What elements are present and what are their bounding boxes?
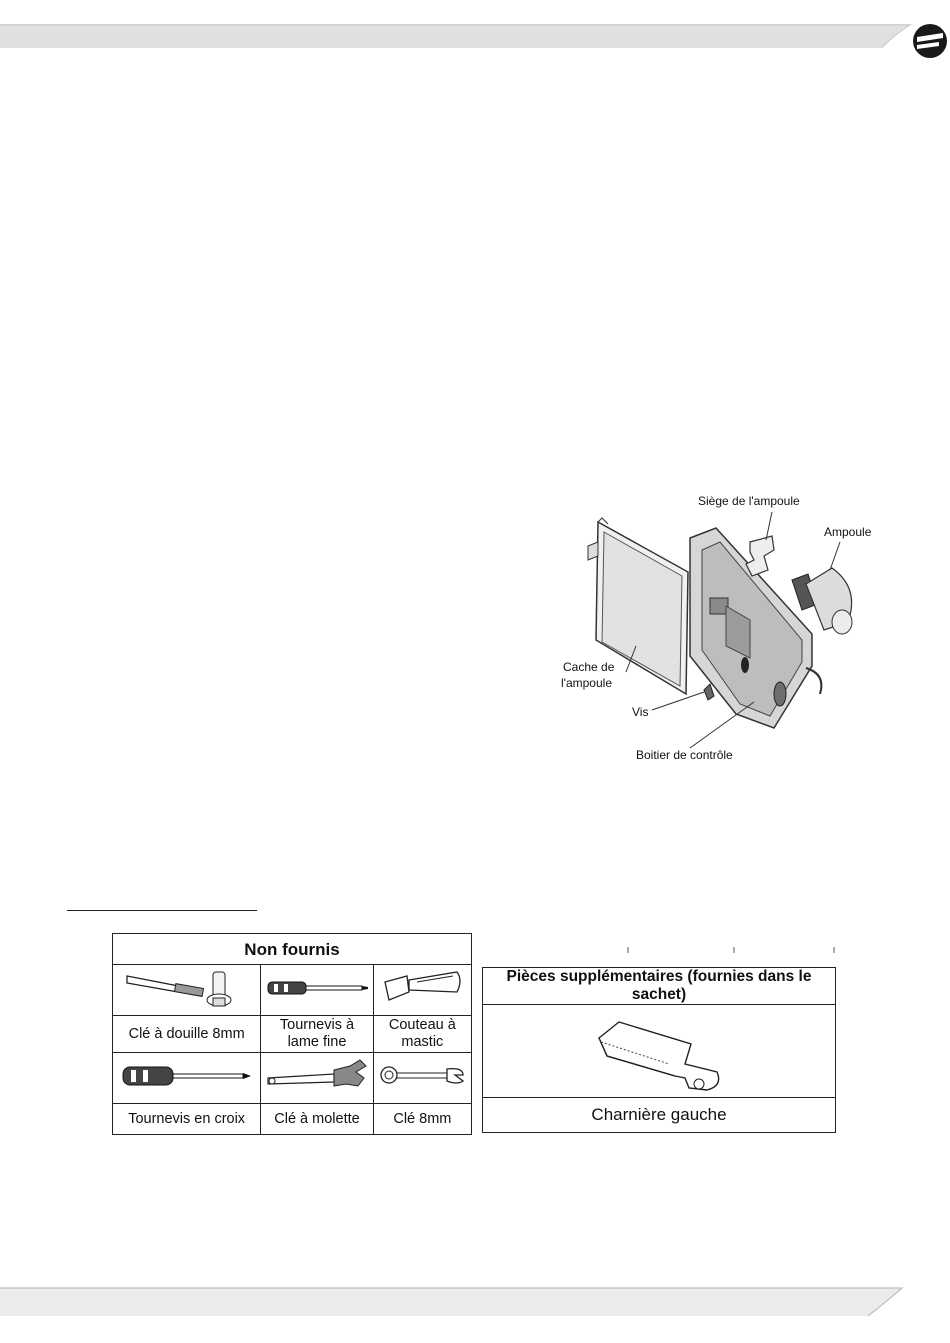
putty-knife-caption <box>373 1016 471 1053</box>
flat-screwdriver-cell <box>261 965 373 1016</box>
adjustable-wrench-cell <box>261 1053 373 1104</box>
combination-wrench-cell <box>373 1053 471 1104</box>
combination-wrench-icon <box>377 1061 467 1091</box>
header-band <box>0 0 950 60</box>
combination-wrench-caption: Clé 8mm <box>373 1104 471 1135</box>
bulb-seat <box>746 536 774 576</box>
parts-table-header: Pièces supplémentaires (fournies dans le sachet) <box>483 968 836 1005</box>
left-hinge-icon <box>589 1006 729 1092</box>
phillips-screwdriver-cell <box>113 1053 261 1104</box>
tools-table-header: Non fournis <box>113 934 472 965</box>
phillips-screwdriver-icon <box>117 1061 257 1091</box>
putty-knife-caption-line1: Couteau à <box>388 1017 456 1033</box>
bulb-cover-label-line1: Cache de <box>563 660 615 674</box>
socket-wrench-icon <box>117 966 257 1010</box>
bulb-label: Ampoule <box>824 525 872 539</box>
screw <box>704 684 714 700</box>
footer-band <box>0 1280 950 1330</box>
bulb-seat-label: Siège de l'ampoule <box>698 494 800 508</box>
control-box-label: Boitier de contrôle <box>636 748 733 762</box>
section-rule <box>67 910 257 911</box>
flat-screwdriver-icon <box>264 973 370 1003</box>
adjustable-wrench-caption: Clé à molette <box>261 1104 373 1135</box>
bulb-cover-label-line2: l'ampoule <box>561 676 612 690</box>
additional-parts-table <box>482 967 836 1133</box>
socket-wrench-caption: Clé à douille 8mm <box>113 1016 261 1053</box>
left-hinge-caption: Charnière gauche <box>483 1098 836 1133</box>
phillips-screwdriver-caption: Tournevis en croix <box>113 1104 261 1135</box>
screw-label: Vis <box>632 705 649 719</box>
putty-knife-icon <box>377 966 467 1010</box>
left-hinge-cell <box>483 1005 836 1098</box>
socket-wrench-cell <box>113 965 261 1016</box>
adjustable-wrench-icon <box>264 1058 370 1094</box>
parts-table-top-ticks <box>482 947 836 967</box>
flat-screwdriver-caption-line2: lame fine <box>287 1034 347 1050</box>
flat-screwdriver-caption <box>261 1016 373 1053</box>
putty-knife-caption-line2: mastic <box>401 1034 444 1050</box>
lamp-exploded-diagram <box>540 480 940 780</box>
brand-logo-icon <box>908 20 950 62</box>
flat-screwdriver-caption-line1: Tournevis à <box>279 1017 355 1033</box>
putty-knife-cell <box>373 965 471 1016</box>
tools-not-supplied-table <box>112 933 472 1135</box>
